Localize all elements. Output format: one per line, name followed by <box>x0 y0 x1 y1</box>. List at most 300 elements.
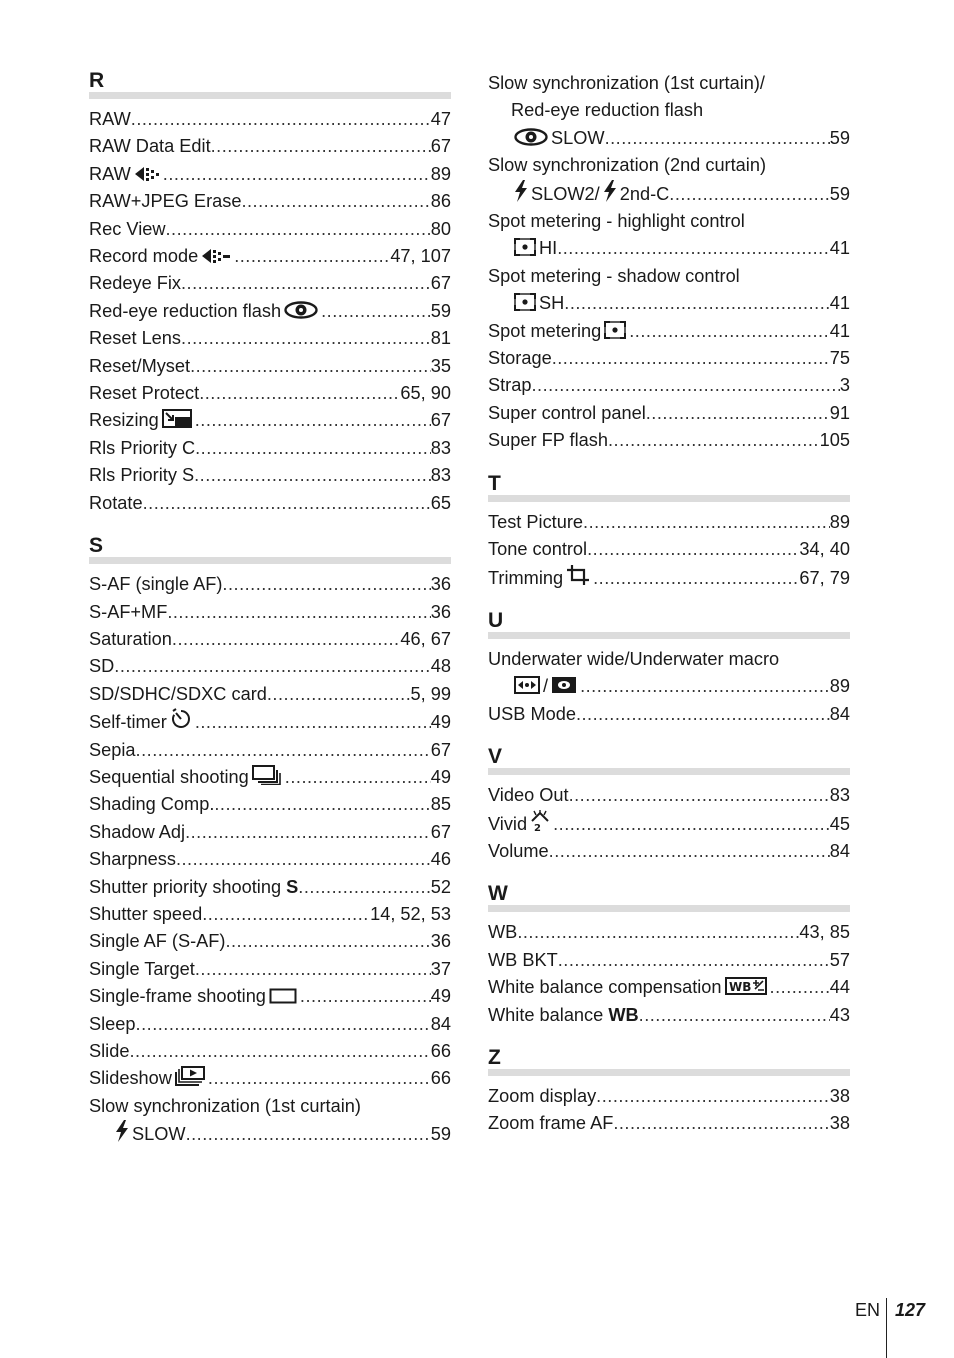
entry-pages: 36 <box>430 931 451 952</box>
entry-pages: 59 <box>430 1124 451 1145</box>
index-entry <box>488 782 850 809</box>
dot-leader <box>553 811 830 838</box>
section-rule <box>89 557 451 564</box>
entry-term <box>89 571 222 598</box>
index-entry <box>488 701 850 728</box>
dot-leader <box>608 427 820 454</box>
flash-icon <box>603 180 617 202</box>
entry-term-text: SD/SDHC/SDXC card <box>89 683 267 704</box>
dot-leader <box>557 235 830 262</box>
entry-term-text: Zoom frame AF <box>488 1113 614 1134</box>
entry-term-text: Super control panel <box>488 402 646 423</box>
entry-pages: 83 <box>829 785 850 806</box>
entry-pages: 67 <box>430 739 451 760</box>
entry-pages: 45 <box>829 813 850 834</box>
entry-term <box>89 490 143 517</box>
dot-leader <box>629 318 830 345</box>
entry-pages: 5, 99 <box>410 683 451 704</box>
dot-leader <box>214 791 430 818</box>
dot-leader <box>241 188 430 215</box>
index-entry <box>89 764 451 791</box>
section-rule <box>488 905 850 912</box>
index-entry <box>89 462 451 489</box>
index-column-right <box>488 70 850 1156</box>
entry-pages: 84 <box>829 840 850 861</box>
entry-term <box>89 1065 208 1092</box>
index-entry <box>488 947 850 974</box>
dot-leader <box>564 290 830 317</box>
entry-term <box>89 407 195 434</box>
entry-term <box>488 838 549 865</box>
dot-leader <box>587 536 799 563</box>
entry-pages: 75 <box>829 348 850 369</box>
entry-pages: 83 <box>430 465 451 486</box>
entry-term-text: RAW <box>89 109 131 129</box>
index-entry <box>89 846 451 873</box>
entry-term-text: Resizing <box>89 410 159 431</box>
entry-pages: 67 <box>430 821 451 842</box>
entry-pages: 91 <box>829 402 850 423</box>
entry-pages: 43 <box>829 1004 850 1025</box>
index-entry <box>488 1110 850 1137</box>
entry-term <box>89 708 195 736</box>
dot-leader <box>166 216 431 243</box>
index-entry <box>488 564 850 592</box>
entry-term <box>488 536 587 563</box>
wb-compensation-icon <box>725 977 767 995</box>
svg-text:2: 2 <box>534 822 542 832</box>
entry-term <box>89 846 176 873</box>
entry-term <box>89 353 190 380</box>
index-entry <box>488 208 850 263</box>
entry-term <box>89 325 181 352</box>
dot-leader <box>143 490 431 517</box>
entry-term <box>488 1083 596 1110</box>
entry-pages: 49 <box>430 712 451 733</box>
entry-term-text: Shutter speed <box>89 903 203 924</box>
footer-language: EN <box>855 1300 881 1320</box>
dot-leader <box>770 974 830 1001</box>
entry-pages: 57 <box>829 949 850 970</box>
flash-icon <box>514 180 528 202</box>
section-rule <box>89 92 451 99</box>
index-entry <box>488 400 850 427</box>
dot-leader <box>552 345 830 372</box>
entry-pages: 81 <box>430 328 451 349</box>
entry-pages: 65, 90 <box>400 383 451 404</box>
entry-term-text: Single-frame shooting <box>89 986 266 1007</box>
dot-leader <box>531 372 839 399</box>
trimming-icon <box>566 564 590 586</box>
footer-divider <box>886 1298 887 1358</box>
entry-pages: 84 <box>829 703 850 724</box>
entry-term-text: Slow synchronization (2nd curtain) <box>488 155 766 176</box>
entry-term <box>89 681 267 708</box>
dot-leader <box>208 1065 431 1092</box>
entry-pages: 105 <box>819 430 850 451</box>
entry-term-text: Spot metering - shadow control <box>488 265 740 286</box>
entry-pages: 67 <box>430 273 451 294</box>
dot-leader <box>131 106 431 133</box>
entry-term <box>488 400 646 427</box>
dot-leader <box>639 1002 830 1029</box>
entry-term-text: WB BKT <box>488 949 558 970</box>
entry-term <box>511 125 605 152</box>
index-entry <box>89 188 451 215</box>
index-entry <box>89 791 451 818</box>
entry-term-text: SH <box>539 293 565 314</box>
entry-term <box>89 1011 136 1038</box>
entry-term-text: S-AF (single AF) <box>89 574 223 595</box>
index-entry <box>89 133 451 160</box>
dot-leader <box>163 161 431 188</box>
index-entry <box>89 216 451 243</box>
index-entry <box>89 106 451 133</box>
entry-term-text: SLOW <box>132 1124 186 1145</box>
entry-term <box>488 974 770 1001</box>
entry-pages: 44 <box>829 977 850 998</box>
entry-pages: 67 <box>430 410 451 431</box>
section-letter: R <box>89 69 105 92</box>
entry-term <box>488 564 593 592</box>
entry-term-text: Self-timer <box>89 712 167 733</box>
entry-term <box>89 243 234 270</box>
entry-term-text: White balance compensation <box>488 977 722 998</box>
index-entry <box>89 983 451 1010</box>
entry-pages: 41 <box>829 293 850 314</box>
dot-leader <box>195 435 431 462</box>
index-entry <box>89 1093 451 1149</box>
dot-leader <box>114 653 431 680</box>
dot-leader <box>181 270 431 297</box>
entry-term-text: Saturation <box>89 628 172 649</box>
index-section <box>89 70 451 517</box>
entry-term <box>89 380 199 407</box>
entry-term-text: Redeye Fix <box>89 273 181 294</box>
dot-leader <box>646 400 830 427</box>
flash-icon <box>115 1120 129 1142</box>
entry-term <box>89 298 321 325</box>
entry-term <box>488 810 553 838</box>
entry-term <box>488 782 569 809</box>
entry-pages: 41 <box>829 320 850 341</box>
entry-pages: 89 <box>829 511 850 532</box>
entry-term <box>488 1002 639 1029</box>
entry-term <box>89 626 172 653</box>
index-entry <box>89 1011 451 1038</box>
dot-leader <box>176 846 431 873</box>
dot-leader <box>558 947 830 974</box>
entry-term <box>488 919 517 946</box>
section-letter: V <box>488 745 503 769</box>
entry-pages: 59 <box>829 183 850 204</box>
entry-term-text: Shadow Adj <box>89 821 186 842</box>
section-rule <box>488 495 850 502</box>
entry-term-text: Single Target <box>89 958 195 979</box>
entry-term-text: Spot metering <box>488 320 602 341</box>
dot-leader <box>211 133 431 160</box>
entry-pages: 36 <box>430 601 451 622</box>
entry-term-text: USB Mode <box>488 703 576 724</box>
index-section <box>488 473 850 592</box>
entry-term-text: RAW+JPEG Erase <box>89 191 242 212</box>
dot-leader <box>186 1121 431 1148</box>
underwater-macro-icon <box>551 676 577 694</box>
entry-term-text: Volume <box>488 840 549 861</box>
entry-term <box>488 947 558 974</box>
entry-term-text: Rls Priority S <box>89 465 195 486</box>
entry-term-symbol: S <box>286 876 299 897</box>
index-entry <box>488 318 850 345</box>
dot-leader <box>172 626 401 653</box>
entry-pages: 37 <box>430 958 451 979</box>
entry-term <box>89 1038 129 1065</box>
entry-term-text: SLOW2/ <box>531 183 600 204</box>
dot-leader <box>190 353 431 380</box>
index-section <box>488 1047 850 1138</box>
entry-term-text: WB <box>488 922 518 943</box>
entry-pages: 59 <box>430 300 451 321</box>
entry-term-text: Slow synchronization (1st curtain) <box>89 1095 361 1116</box>
index-entry <box>488 536 850 563</box>
dot-leader <box>136 737 431 764</box>
entry-term <box>511 290 564 317</box>
entry-term-text: Reset Protect <box>89 383 200 404</box>
index-entry <box>488 372 850 399</box>
entry-term-text: Reset/Myset <box>89 355 191 376</box>
index-entry <box>89 653 451 680</box>
dot-leader <box>195 709 431 736</box>
dot-leader <box>194 462 431 489</box>
index-entry <box>488 646 850 701</box>
entry-term <box>89 270 181 297</box>
index-entry <box>89 270 451 297</box>
entry-term-text: Sepia <box>89 739 136 760</box>
dot-leader <box>321 298 431 325</box>
section-letter: W <box>488 882 508 906</box>
index-entry <box>89 928 451 955</box>
index-entry <box>488 974 850 1001</box>
entry-term-text: RAW Data Edit <box>89 136 211 157</box>
entry-term-text: Slideshow <box>89 1068 172 1089</box>
entry-term-text: Red-eye reduction flash <box>511 100 704 121</box>
index-entry <box>488 427 850 454</box>
index-entry <box>89 901 451 928</box>
entry-term-text: SD <box>89 656 115 677</box>
index-entry <box>89 1065 451 1092</box>
entry-pages: 83 <box>430 437 451 458</box>
entry-term <box>89 161 163 188</box>
entry-term <box>89 928 225 955</box>
index-entry <box>89 956 451 983</box>
spot-metering-icon <box>514 238 536 256</box>
index-entry <box>89 243 451 270</box>
entry-pages: 89 <box>430 163 451 184</box>
entry-term-text: Shutter priority shooting <box>89 876 282 897</box>
section-letter: S <box>89 534 104 558</box>
index-entry <box>89 298 451 325</box>
entry-term <box>488 372 531 399</box>
entry-term <box>488 1110 613 1137</box>
entry-pages: 47, 107 <box>390 246 451 267</box>
entry-term <box>488 701 576 728</box>
entry-pages: 34, 40 <box>799 539 850 560</box>
sequential-shooting-icon <box>252 765 282 785</box>
entry-term-text: Strap <box>488 375 532 396</box>
entry-term <box>488 427 608 454</box>
entry-term-text: Vivid <box>488 813 528 834</box>
entry-term <box>89 133 211 160</box>
index-entry <box>89 161 451 188</box>
index-entry <box>89 407 451 434</box>
dot-leader <box>576 701 830 728</box>
svg-text:WB: WB <box>728 980 751 995</box>
dot-leader <box>569 782 830 809</box>
entry-pages: 67, 79 <box>799 567 850 588</box>
index-entry <box>89 681 451 708</box>
entry-pages: 52 <box>430 876 451 897</box>
entry-term-text: RAW <box>89 163 131 184</box>
entry-term <box>89 435 195 462</box>
index-entry <box>488 152 850 208</box>
index-entry <box>89 353 451 380</box>
entry-pages: 41 <box>829 238 850 259</box>
vivid-icon <box>530 810 550 832</box>
entry-term <box>511 180 669 208</box>
dot-leader <box>129 1038 430 1065</box>
entry-term-text: Tone control <box>488 539 588 560</box>
entry-term-text: Storage <box>488 348 552 369</box>
dot-leader <box>580 673 830 700</box>
index-entry <box>488 1002 850 1029</box>
index-entry <box>89 1038 451 1065</box>
single-frame-icon <box>269 988 297 1004</box>
section-rule <box>488 768 850 775</box>
entry-term <box>511 235 557 262</box>
entry-term-text: HI <box>539 238 558 259</box>
index-entry <box>488 838 850 865</box>
entry-term-text: Record mode <box>89 246 199 267</box>
entry-pages: 49 <box>430 766 451 787</box>
index-entry <box>488 345 850 372</box>
entry-pages: 46, 67 <box>400 628 451 649</box>
dot-leader <box>669 181 829 208</box>
raw-compression-icon <box>134 166 160 182</box>
entry-term <box>89 462 194 489</box>
dot-leader <box>167 599 430 626</box>
entry-pages: 59 <box>829 127 850 148</box>
entry-term <box>89 819 185 846</box>
index-section <box>488 70 850 455</box>
entry-term-text: Slide <box>89 1041 130 1061</box>
entry-term-text: 2nd-C <box>619 183 670 204</box>
index-entry <box>89 599 451 626</box>
entry-term-text: Video Out <box>488 785 569 806</box>
entry-term-text: Trimming <box>488 567 564 588</box>
image-quality-icon <box>201 248 231 264</box>
entry-term-text: Zoom display <box>488 1085 597 1106</box>
entry-term-text: Red-eye reduction flash <box>89 300 282 321</box>
dot-leader <box>300 983 431 1010</box>
spot-metering-icon <box>514 293 536 311</box>
entry-pages: 36 <box>430 574 451 595</box>
entry-term-text: Sleep <box>89 1013 136 1034</box>
entry-pages: 35 <box>430 355 451 376</box>
entry-term <box>89 106 131 133</box>
index-entry <box>488 263 850 318</box>
index-entry <box>89 571 451 598</box>
entry-pages: 66 <box>430 1068 451 1089</box>
entry-pages: 84 <box>430 1013 451 1034</box>
entry-pages: 49 <box>430 986 451 1007</box>
entry-pages: 89 <box>829 676 850 697</box>
entry-term <box>89 188 241 215</box>
index-entry <box>89 380 451 407</box>
index-section <box>488 610 850 728</box>
entry-pages: 48 <box>430 656 451 677</box>
entry-pages: 14, 52, 53 <box>370 903 451 924</box>
spot-metering-icon <box>604 321 626 339</box>
entry-term <box>89 216 166 243</box>
dot-leader <box>549 838 830 865</box>
entry-term <box>89 653 114 680</box>
entry-pages: 86 <box>430 191 451 212</box>
section-letter: T <box>488 471 501 495</box>
index-entry <box>89 626 451 653</box>
entry-term-text: Single AF (S-AF) <box>89 931 226 952</box>
entry-term <box>89 737 136 764</box>
entry-term-text: Rec View <box>89 218 166 239</box>
entry-term <box>89 901 202 928</box>
entry-term <box>89 956 195 983</box>
entry-pages: 46 <box>430 849 451 870</box>
index-entry <box>89 708 451 736</box>
dot-leader <box>285 764 431 791</box>
entry-term-text: S-AF+MF <box>89 601 168 622</box>
dot-leader <box>593 565 799 592</box>
index-section <box>488 746 850 865</box>
entry-term-text: Spot metering - highlight control <box>488 211 745 232</box>
dot-leader <box>202 901 370 928</box>
entry-term-text: SLOW <box>551 127 605 148</box>
index-entry <box>488 810 850 838</box>
index-entry <box>89 737 451 764</box>
section-letter: U <box>488 608 504 632</box>
entry-term <box>89 764 285 791</box>
entry-term-text: Slow synchronization (1st curtain)/ <box>488 73 765 93</box>
entry-term <box>89 983 300 1010</box>
dot-leader <box>583 509 830 536</box>
entry-pages: 80 <box>430 218 451 239</box>
underwater-wide-icon <box>514 676 540 694</box>
index-column-left <box>89 70 451 1167</box>
entry-term-text: Sharpness <box>89 849 176 870</box>
entry-pages: 38 <box>829 1085 850 1106</box>
entry-term <box>488 318 629 345</box>
entry-pages: 85 <box>430 794 451 815</box>
dot-leader <box>517 919 799 946</box>
dot-leader <box>613 1110 829 1137</box>
index-entry <box>89 325 451 352</box>
entry-term-text: Test Picture <box>488 511 584 532</box>
entry-pages: 47 <box>430 109 451 129</box>
entry-term-text: Shading Comp. <box>89 794 215 815</box>
dot-leader <box>136 1011 431 1038</box>
entry-pages: 38 <box>829 1113 850 1134</box>
entry-pages: 43, 85 <box>799 922 850 943</box>
index-entry <box>89 874 451 901</box>
index-entry <box>488 919 850 946</box>
